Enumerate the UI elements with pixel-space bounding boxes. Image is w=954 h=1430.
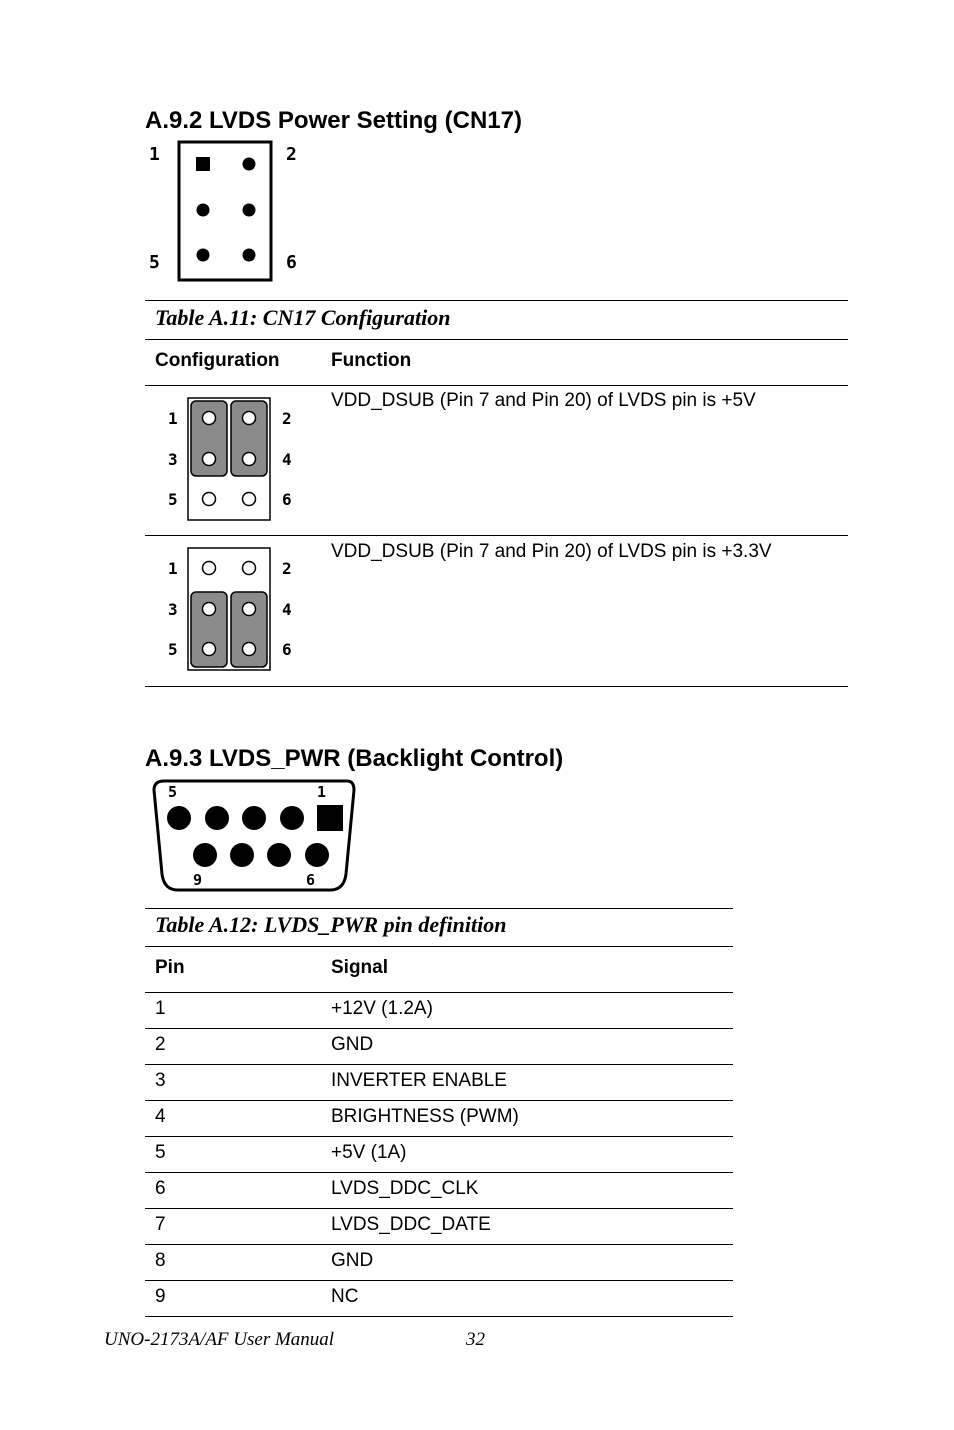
cn17-connector-outline — [179, 142, 271, 280]
jumper-label: 5 — [168, 490, 178, 509]
pin-cell: 8 — [155, 1250, 166, 1271]
row-rule — [145, 1136, 733, 1137]
footer-manual-title: UNO-2173A/AF User Manual — [104, 1329, 335, 1350]
lvds-pwr-connector-diagram — [150, 778, 360, 898]
db9-pin-7 — [267, 843, 291, 867]
pin-cell: 7 — [155, 1214, 166, 1235]
signal-cell: LVDS_DDC_CLK — [331, 1178, 479, 1199]
jumper-pin-5 — [203, 493, 216, 506]
jumper-pin-1 — [203, 412, 216, 425]
signal-cell: GND — [331, 1250, 374, 1271]
table11-header-configuration: Configuration — [155, 350, 280, 371]
jumper-diagram-3v3 — [160, 546, 300, 674]
db9-label-9: 9 — [193, 871, 203, 889]
jumper-pin-4 — [243, 603, 256, 616]
pin-cell: 4 — [155, 1106, 166, 1127]
signal-cell: INVERTER ENABLE — [331, 1070, 507, 1091]
cn17-label-2: 2 — [286, 144, 297, 165]
db9-pin-9 — [193, 843, 217, 867]
jumper-pin-2 — [243, 412, 256, 425]
table11-caption-rule — [145, 339, 848, 340]
jumper-label: 2 — [282, 409, 292, 428]
cn17-pin-6 — [243, 249, 256, 262]
row-rule — [145, 1064, 733, 1065]
table11-function-3v3: VDD_DSUB (Pin 7 and Pin 20) of LVDS pin is +3.3V — [331, 541, 772, 562]
signal-cell: +12V (1.2A) — [331, 998, 433, 1019]
db9-label-1: 1 — [317, 783, 327, 801]
cn17-label-1: 1 — [149, 144, 160, 165]
jumper-label: 5 — [168, 640, 178, 659]
pin-cell: 2 — [155, 1034, 166, 1055]
jumper-label: 1 — [168, 559, 178, 578]
db9-pin-2 — [280, 806, 304, 830]
signal-cell: NC — [331, 1286, 359, 1307]
cn17-pin-2 — [243, 158, 256, 171]
table12-header-rule — [145, 992, 733, 993]
table11-header-rule — [145, 385, 848, 386]
table11-caption: Table A.11: CN17 Configuration — [155, 305, 451, 330]
table11-top-rule — [145, 300, 848, 301]
row-rule — [145, 1028, 733, 1029]
signal-cell: BRIGHTNESS (PWM) — [331, 1106, 519, 1127]
row-rule — [145, 1172, 733, 1173]
cn17-pin-1 — [196, 157, 210, 171]
jumper-label: 6 — [282, 490, 292, 509]
cn17-label-6: 6 — [286, 252, 297, 273]
section-heading-lvds-pwr: A.9.3 LVDS_PWR (Backlight Control) — [145, 745, 564, 772]
section-heading-cn17: A.9.2 LVDS Power Setting (CN17) — [145, 107, 522, 134]
jumper-label: 3 — [168, 450, 178, 469]
db9-pin-4 — [205, 806, 229, 830]
pin-cell: 3 — [155, 1070, 166, 1091]
db9-label-6: 6 — [306, 871, 316, 889]
db9-pin-1 — [317, 805, 343, 831]
table12-top-rule — [145, 908, 733, 909]
jumper-label: 4 — [282, 450, 292, 469]
jumper-label: 1 — [168, 409, 178, 428]
jumper-label: 4 — [282, 600, 292, 619]
signal-cell: GND — [331, 1034, 374, 1055]
pin-cell: 1 — [155, 998, 166, 1019]
jumper-label: 6 — [282, 640, 292, 659]
row-rule — [145, 1280, 733, 1281]
jumper-pin-3 — [203, 453, 216, 466]
db9-pin-5 — [167, 806, 191, 830]
pin-cell: 9 — [155, 1286, 166, 1307]
jumper-label: 3 — [168, 600, 178, 619]
jumper-pin-3 — [203, 603, 216, 616]
table11-row-rule — [145, 535, 848, 536]
jumper-label: 2 — [282, 559, 292, 578]
table11-bottom-rule — [145, 686, 848, 687]
jumper-diagram-5v — [160, 396, 300, 524]
db9-pin-3 — [242, 806, 266, 830]
jumper-pin-5 — [203, 643, 216, 656]
cn17-pin-3 — [197, 204, 210, 217]
jumper-pin-4 — [243, 453, 256, 466]
row-rule — [145, 1208, 733, 1209]
row-rule — [145, 1316, 733, 1317]
jumper-pin-6 — [243, 493, 256, 506]
table11-header-function: Function — [331, 350, 412, 371]
row-rule — [145, 1244, 733, 1245]
jumper-pin-1 — [203, 562, 216, 575]
cn17-pin-5 — [197, 249, 210, 262]
db9-pin-8 — [230, 843, 254, 867]
signal-cell: LVDS_DDC_DATE — [331, 1214, 491, 1235]
table12-header-pin: Pin — [155, 957, 185, 978]
db9-pin-6 — [305, 843, 329, 867]
jumper-pin-2 — [243, 562, 256, 575]
pin-cell: 6 — [155, 1178, 166, 1199]
cn17-pin-4 — [243, 204, 256, 217]
row-rule — [145, 1100, 733, 1101]
cn17-connector-diagram — [146, 138, 306, 286]
table12-caption-rule — [145, 946, 733, 947]
pin-cell: 5 — [155, 1142, 166, 1163]
table12-caption: Table A.12: LVDS_PWR pin definition — [155, 912, 507, 937]
table12-header-signal: Signal — [331, 957, 389, 978]
signal-cell: +5V (1A) — [331, 1142, 407, 1163]
footer-page-number: 32 — [466, 1329, 485, 1350]
cn17-label-5: 5 — [149, 252, 160, 273]
db9-label-5: 5 — [168, 783, 178, 801]
table11-function-5v: VDD_DSUB (Pin 7 and Pin 20) of LVDS pin is +5V — [331, 390, 756, 411]
jumper-pin-6 — [243, 643, 256, 656]
